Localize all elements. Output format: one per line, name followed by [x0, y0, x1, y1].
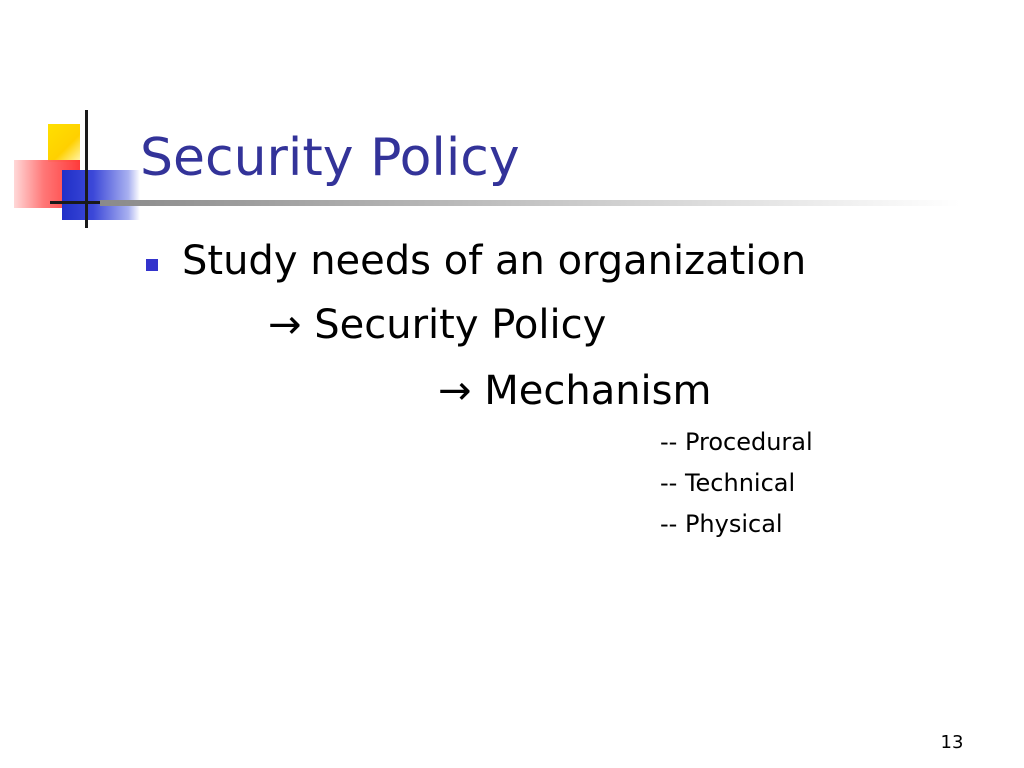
- sub-item-physical: -- Physical: [660, 510, 783, 538]
- bullet-square-icon: [146, 259, 158, 271]
- logo-yellow-square: [48, 124, 80, 162]
- sub-item-technical: -- Technical: [660, 469, 796, 497]
- slide-logo-ornament: [0, 100, 150, 240]
- logo-vertical-line: [85, 110, 88, 228]
- logo-blue-square: [62, 170, 140, 220]
- arrow-security-policy-text: → Security Policy: [268, 302, 607, 348]
- sub-item-procedural: -- Procedural: [660, 428, 813, 456]
- bullet-main-text: Study needs of an organization: [182, 238, 807, 284]
- title-underline-rule: [100, 200, 960, 206]
- slide-page-number: 13: [940, 732, 964, 753]
- arrow-mechanism-text: → Mechanism: [438, 368, 712, 414]
- slide-title: Security Policy: [140, 128, 520, 188]
